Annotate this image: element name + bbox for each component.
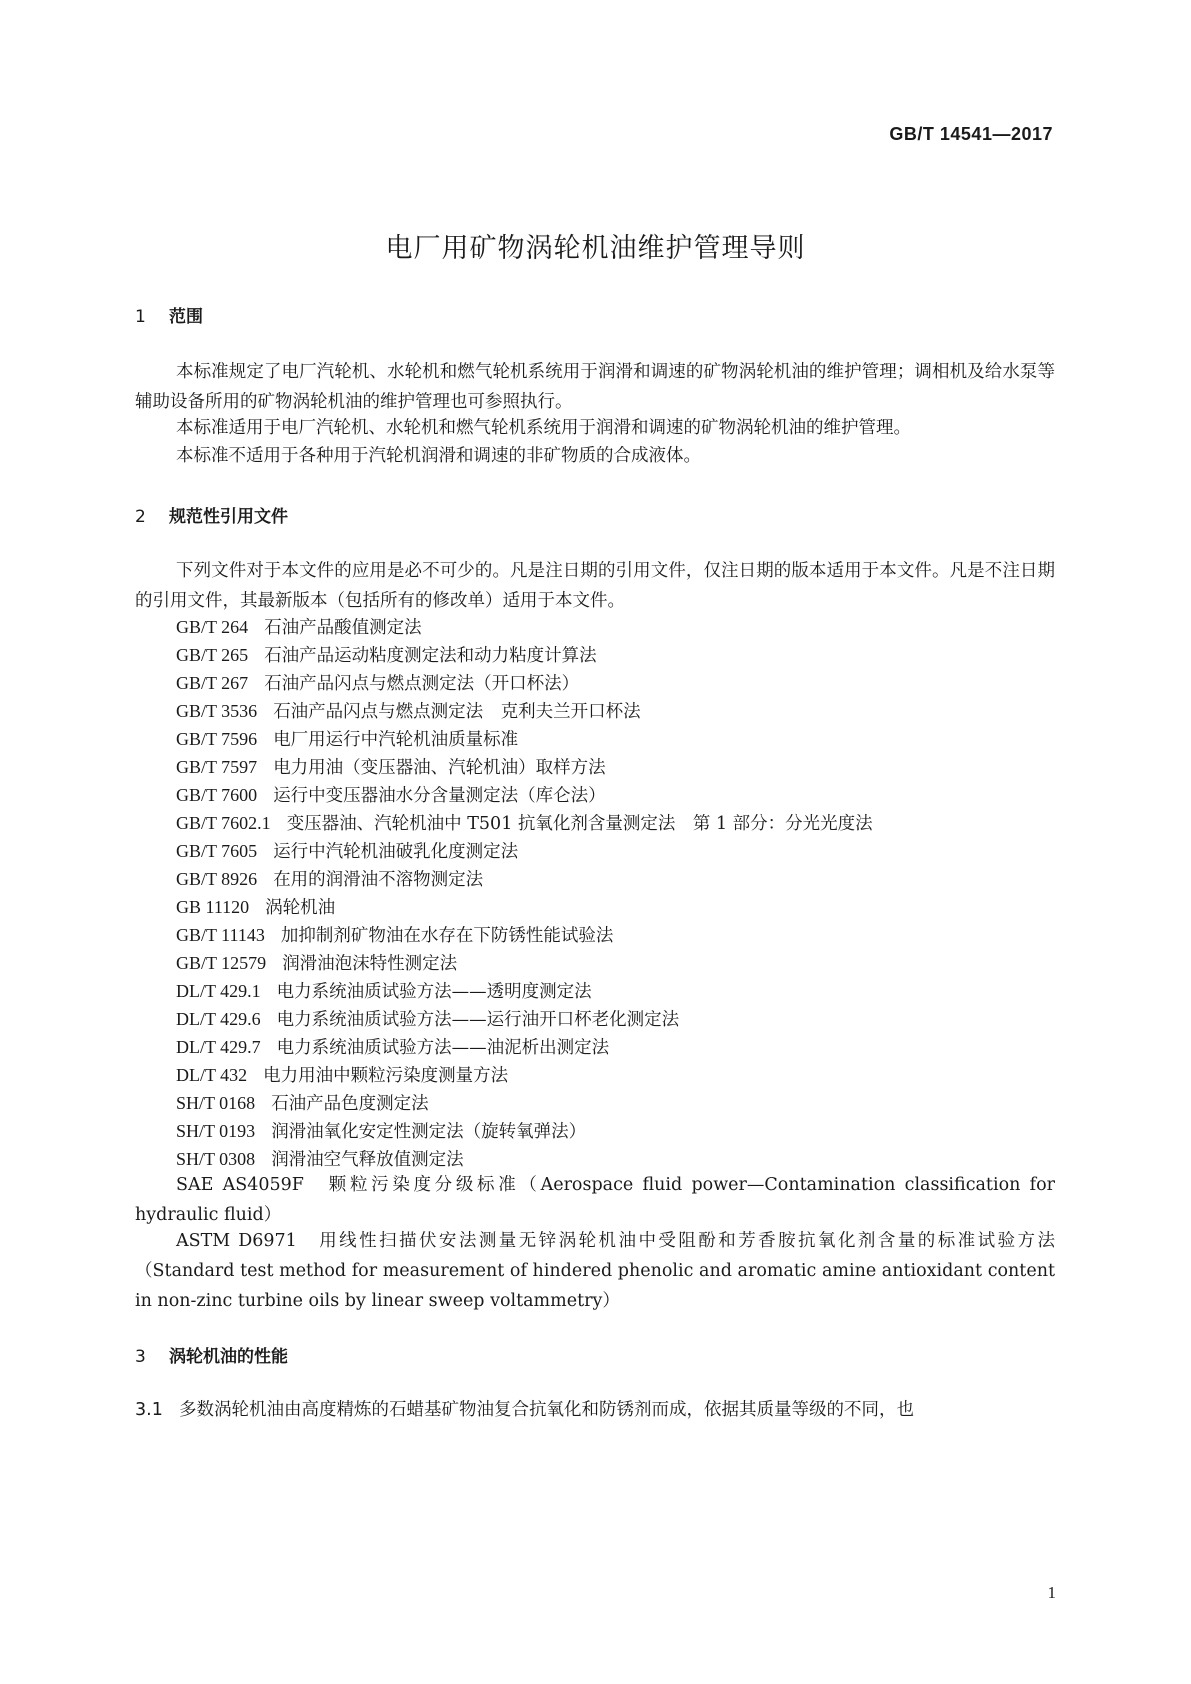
reference-item: [176, 864, 483, 895]
reference-title: 石油产品闪点与燃点测定法 克利夫兰开口杯法: [273, 702, 641, 722]
reference-item: [176, 1116, 586, 1147]
reference-code: GB 11120: [176, 897, 250, 917]
reference-title: 润滑油空气释放值测定法: [271, 1150, 464, 1170]
reference-title: 加抑制剂矿物油在水存在下防锈性能试验法: [280, 926, 614, 946]
reference-item: [176, 976, 592, 1007]
reference-item: [176, 1060, 508, 1091]
reference-title: 石油产品酸值测定法: [264, 618, 422, 638]
reference-title: 电力系统油质试验方法——油泥析出测定法: [276, 1038, 610, 1058]
reference-code: SH/T 0168: [176, 1093, 256, 1113]
reference-code: GB/T 265: [176, 645, 249, 665]
section-1-paragraph-3: 本标准不适用于各种用于汽轮机润滑和调速的非矿物质的合成液体。: [176, 446, 701, 466]
reference-title: 电力系统油质试验方法——透明度测定法: [276, 982, 592, 1002]
reference-item: [176, 640, 597, 671]
clause-3-1-number: 3.1: [135, 1400, 163, 1420]
reference-code: GB/T 264: [176, 617, 249, 637]
clause-3-1: [135, 1396, 914, 1421]
reference-code: GB/T 267: [176, 673, 249, 693]
reference-title: 变压器油、汽轮机油中 T501 抗氧化剂含量测定法 第 1 部分：分光光度法: [286, 814, 873, 834]
section-2-intro: 下列文件对于本文件的应用是必不可少的。凡是注日期的引用文件，仅注日期的版本适用于本文件。凡是不注日期的引用文件，其最新版本（包括所有的修改单）适用于本文件。: [135, 561, 1055, 611]
reference-title: 电力系统油质试验方法——运行油开口杯老化测定法: [276, 1010, 680, 1030]
reference-item: [176, 808, 873, 839]
standard-code: GB/T 14541—2017: [889, 124, 1053, 144]
reference-code: GB/T 8926: [176, 869, 258, 889]
reference-code: GB/T 7600: [176, 785, 258, 805]
reference-code: GB/T 7605: [176, 841, 258, 861]
reference-item: [176, 668, 579, 699]
reference-item: [176, 724, 518, 755]
reference-item: [176, 1088, 429, 1119]
reference-item: [176, 612, 422, 643]
document-title: 电厂用矿物涡轮机油维护管理导则: [385, 233, 806, 264]
reference-title: 电力用油中颗粒污染度测量方法: [263, 1066, 509, 1086]
reference-code: DL/T 429.6: [176, 1009, 261, 1029]
reference-code: GB/T 7597: [176, 757, 258, 777]
reference-astm: ASTM D6971 用线性扫描伏安法测量无锌涡轮机油中受阻酚和芳香胺抗氧化剂含量的标准试验方法（Standard test method for measurement of hindered phenolic and aromatic amine antioxidant content in non-zinc turbine oils by linear sweep voltammetry）: [135, 1231, 1055, 1311]
reference-title: 石油产品运动粘度测定法和动力粘度计算法: [264, 646, 597, 666]
section-3-title: 涡轮机油的性能: [169, 1347, 288, 1367]
section-1-heading: [135, 302, 203, 327]
reference-code: DL/T 429.1: [176, 981, 261, 1001]
reference-code: GB/T 11143: [176, 925, 265, 945]
reference-item: [176, 1032, 609, 1063]
section-1-title: 范围: [169, 307, 203, 327]
reference-item: [176, 780, 606, 811]
reference-code: DL/T 432: [176, 1065, 248, 1085]
section-2-heading: [135, 502, 288, 527]
page-number: 1: [1047, 1583, 1056, 1602]
reference-code: DL/T 429.7: [176, 1037, 261, 1057]
reference-title: 涡轮机油: [265, 898, 336, 918]
reference-code: SH/T 0193: [176, 1121, 256, 1141]
reference-title: 电厂用运行中汽轮机油质量标准: [273, 730, 519, 750]
section-1-paragraph-2: 本标准适用于电厂汽轮机、水轮机和燃气轮机系统用于润滑和调速的矿物涡轮机油的维护管理。: [176, 418, 911, 438]
reference-title: 在用的润滑油不溶物测定法: [273, 870, 484, 890]
clause-3-1-text: 多数涡轮机油由高度精炼的石蜡基矿物油复合抗氧化和防锈剂而成，依据其质量等级的不同，也: [179, 1400, 914, 1420]
reference-code: GB/T 7596: [176, 729, 258, 749]
reference-item: [176, 920, 613, 951]
reference-code: SH/T 0308: [176, 1149, 256, 1169]
reference-title: 运行中变压器油水分含量测定法（库仑法）: [273, 786, 606, 806]
section-2-number: 2: [135, 507, 146, 527]
reference-title: 电力用油（变压器油、汽轮机油）取样方法: [273, 758, 606, 778]
reference-code: GB/T 3536: [176, 701, 258, 721]
section-3-number: 3: [135, 1347, 146, 1367]
reference-item: [176, 836, 518, 867]
reference-sae: SAE AS4059F 颗粒污染度分级标准（Aerospace fluid power—Contamination classification for hydraulic fluid）: [135, 1175, 1055, 1225]
reference-item: [176, 696, 641, 727]
reference-item: [176, 948, 457, 979]
reference-title: 润滑油氧化安定性测定法（旋转氧弹法）: [271, 1122, 587, 1142]
reference-title: 润滑油泡沫特性测定法: [282, 954, 458, 974]
reference-item: [176, 1004, 679, 1035]
section-1-number: 1: [135, 307, 146, 327]
reference-title: 石油产品色度测定法: [271, 1094, 429, 1114]
reference-code: GB/T 7602.1: [176, 813, 271, 833]
section-3-heading: [135, 1342, 288, 1367]
reference-code: GB/T 12579: [176, 953, 267, 973]
reference-item: [176, 752, 606, 783]
reference-item: [176, 892, 335, 923]
reference-title: 运行中汽轮机油破乳化度测定法: [273, 842, 519, 862]
section-2-title: 规范性引用文件: [169, 507, 288, 527]
section-1-paragraph-1: 本标准规定了电厂汽轮机、水轮机和燃气轮机系统用于润滑和调速的矿物涡轮机油的维护管理；调相机及给水泵等辅助设备所用的矿物涡轮机油的维护管理也可参照执行。: [135, 362, 1055, 412]
reference-title: 石油产品闪点与燃点测定法（开口杯法）: [264, 674, 580, 694]
